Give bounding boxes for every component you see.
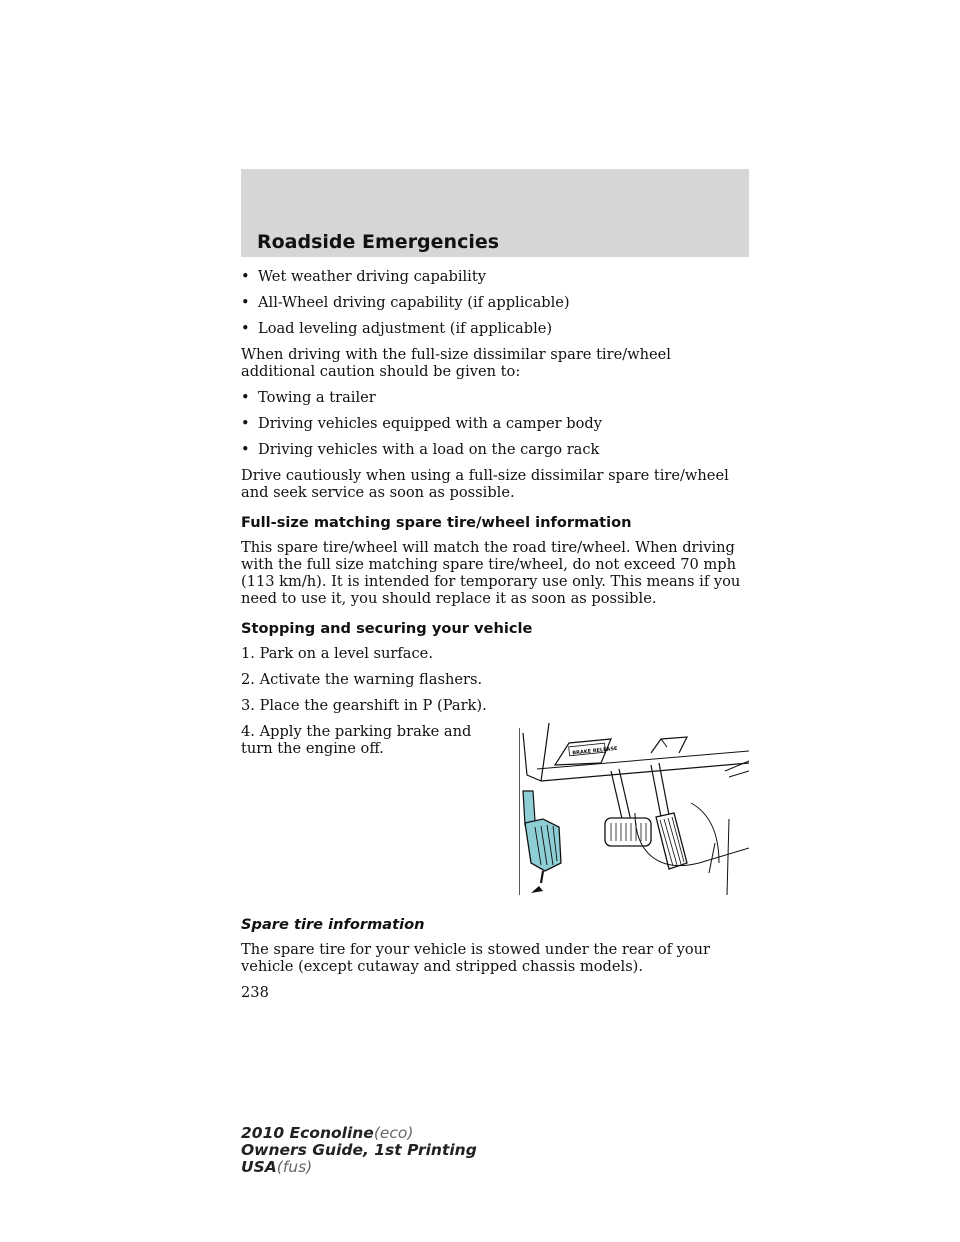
parking-brake-release-illustration <box>519 723 749 895</box>
bullet-icon: • <box>241 389 250 406</box>
section-title: Roadside Emergencies <box>257 231 500 253</box>
bullet-text: Towing a trailer <box>258 389 376 406</box>
step-3: 3. Place the gearshift in P (Park). <box>241 697 487 714</box>
heading-spare-tire: Spare tire information <box>241 916 425 933</box>
footer-line-3 <box>241 1159 477 1176</box>
bullet-text: Driving vehicles with a load on the cargo rack <box>258 441 600 458</box>
bullet-text: Load leveling adjustment (if applicable) <box>258 320 553 337</box>
step-2: 2. Activate the warning flashers. <box>241 671 483 688</box>
step-4-block <box>241 723 749 916</box>
paragraph-dissimilar: When driving with the full-size dissimilar spare tire/wheel additional caution should be given to: <box>241 346 671 380</box>
list-item <box>241 294 749 311</box>
footer-market-code: (fus) <box>276 1158 313 1176</box>
page-content <box>241 268 749 1010</box>
step-1: 1. Park on a level surface. <box>241 645 433 662</box>
footer-line-1 <box>241 1125 477 1142</box>
list-item <box>241 268 749 285</box>
release-label: BRAKE RELEASE <box>572 745 618 757</box>
footer-market: USA <box>241 1158 277 1176</box>
footer-model: 2010 Econoline <box>241 1124 374 1142</box>
heading-matching-spare: Full-size matching spare tire/wheel information <box>241 514 632 531</box>
bullet-text: Driving vehicles equipped with a camper body <box>258 415 602 432</box>
list-item <box>241 389 749 406</box>
list-item <box>241 441 749 458</box>
page-number: 238 <box>241 984 269 1001</box>
bullet-icon: • <box>241 415 250 432</box>
bullet-text: Wet weather driving capability <box>258 268 486 285</box>
footer <box>241 1125 477 1176</box>
paragraph-matching-spare: This spare tire/wheel will match the road tire/wheel. When driving with the full size matching spare tire/wheel, do not exceed 70 mph (113 km/h). It is intended for temporary use only. This means if you need to use it, you should replace it as soon as possible. <box>241 539 741 607</box>
paragraph-spare-tire: The spare tire for your vehicle is stowed under the rear of your vehicle (except cutaway and stripped chassis models). <box>241 941 711 975</box>
step-4: 4. Apply the parking brake and turn the engine off. <box>241 723 472 757</box>
bullet-text: All-Wheel driving capability (if applicable) <box>258 294 570 311</box>
section-header <box>241 169 749 257</box>
bullet-icon: • <box>241 268 250 285</box>
bullet-icon: • <box>241 441 250 458</box>
list-item <box>241 320 749 337</box>
heading-stopping: Stopping and securing your vehicle <box>241 620 533 637</box>
bullet-icon: • <box>241 294 250 311</box>
list-item <box>241 415 749 432</box>
bullet-icon: • <box>241 320 250 337</box>
footer-line-2: Owners Guide, 1st Printing <box>241 1141 477 1159</box>
paragraph-cautious: Drive cautiously when using a full-size dissimilar spare tire/wheel and seek service as soon as possible. <box>241 467 729 501</box>
footer-model-code: (eco) <box>373 1124 414 1142</box>
